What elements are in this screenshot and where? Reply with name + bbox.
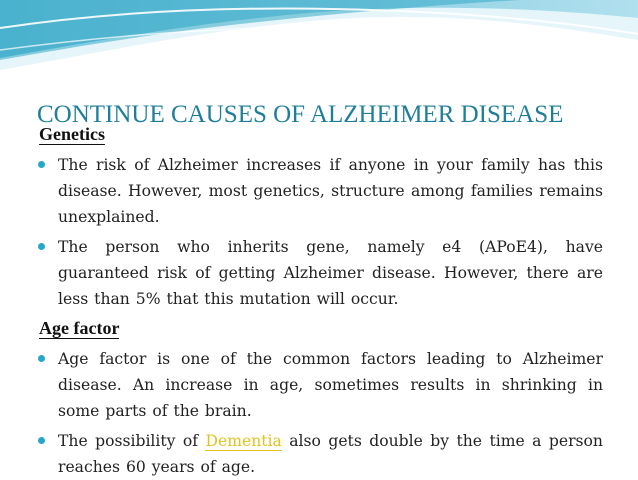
bullet-text: The person who inherits gene, namely e4 (APoE4), have guaranteed risk of getting Alzheimer disease. However, there are less than 5% that this mutation will occur. <box>58 238 603 308</box>
bullet-dot <box>38 437 45 444</box>
bullet-dot <box>38 243 45 250</box>
section-heading-genetics: Genetics <box>39 124 105 144</box>
bullet-age-2 <box>38 428 603 480</box>
bullet-text: Age factor is one of the common factors leading to Alzheimer disease. An increase in age, sometimes results in shrinking in some parts of the brain. <box>58 350 603 420</box>
header-wave-decoration <box>0 0 638 90</box>
bullet-dot <box>38 161 45 168</box>
slide-title: CONTINUE CAUSES OF ALZHEIMER DISEASE <box>37 101 564 128</box>
dementia-link[interactable]: Dementia <box>205 432 282 450</box>
bullet-text <box>58 428 603 480</box>
bullet-text-before: The possibility of <box>58 432 199 450</box>
bullet-genetics-1 <box>38 152 603 230</box>
bullet-genetics-2 <box>38 234 603 312</box>
section-heading-age-factor: Age factor <box>39 318 120 338</box>
bullet-dot <box>38 355 45 362</box>
bullet-text: The risk of Alzheimer increases if anyone in your family has this disease. However, most genetics, structure among families remains unexplained. <box>58 156 603 226</box>
bullet-age-1 <box>38 346 603 424</box>
bullet-text-after: also gets double by the time a person reaches 60 years of age. <box>58 432 603 476</box>
